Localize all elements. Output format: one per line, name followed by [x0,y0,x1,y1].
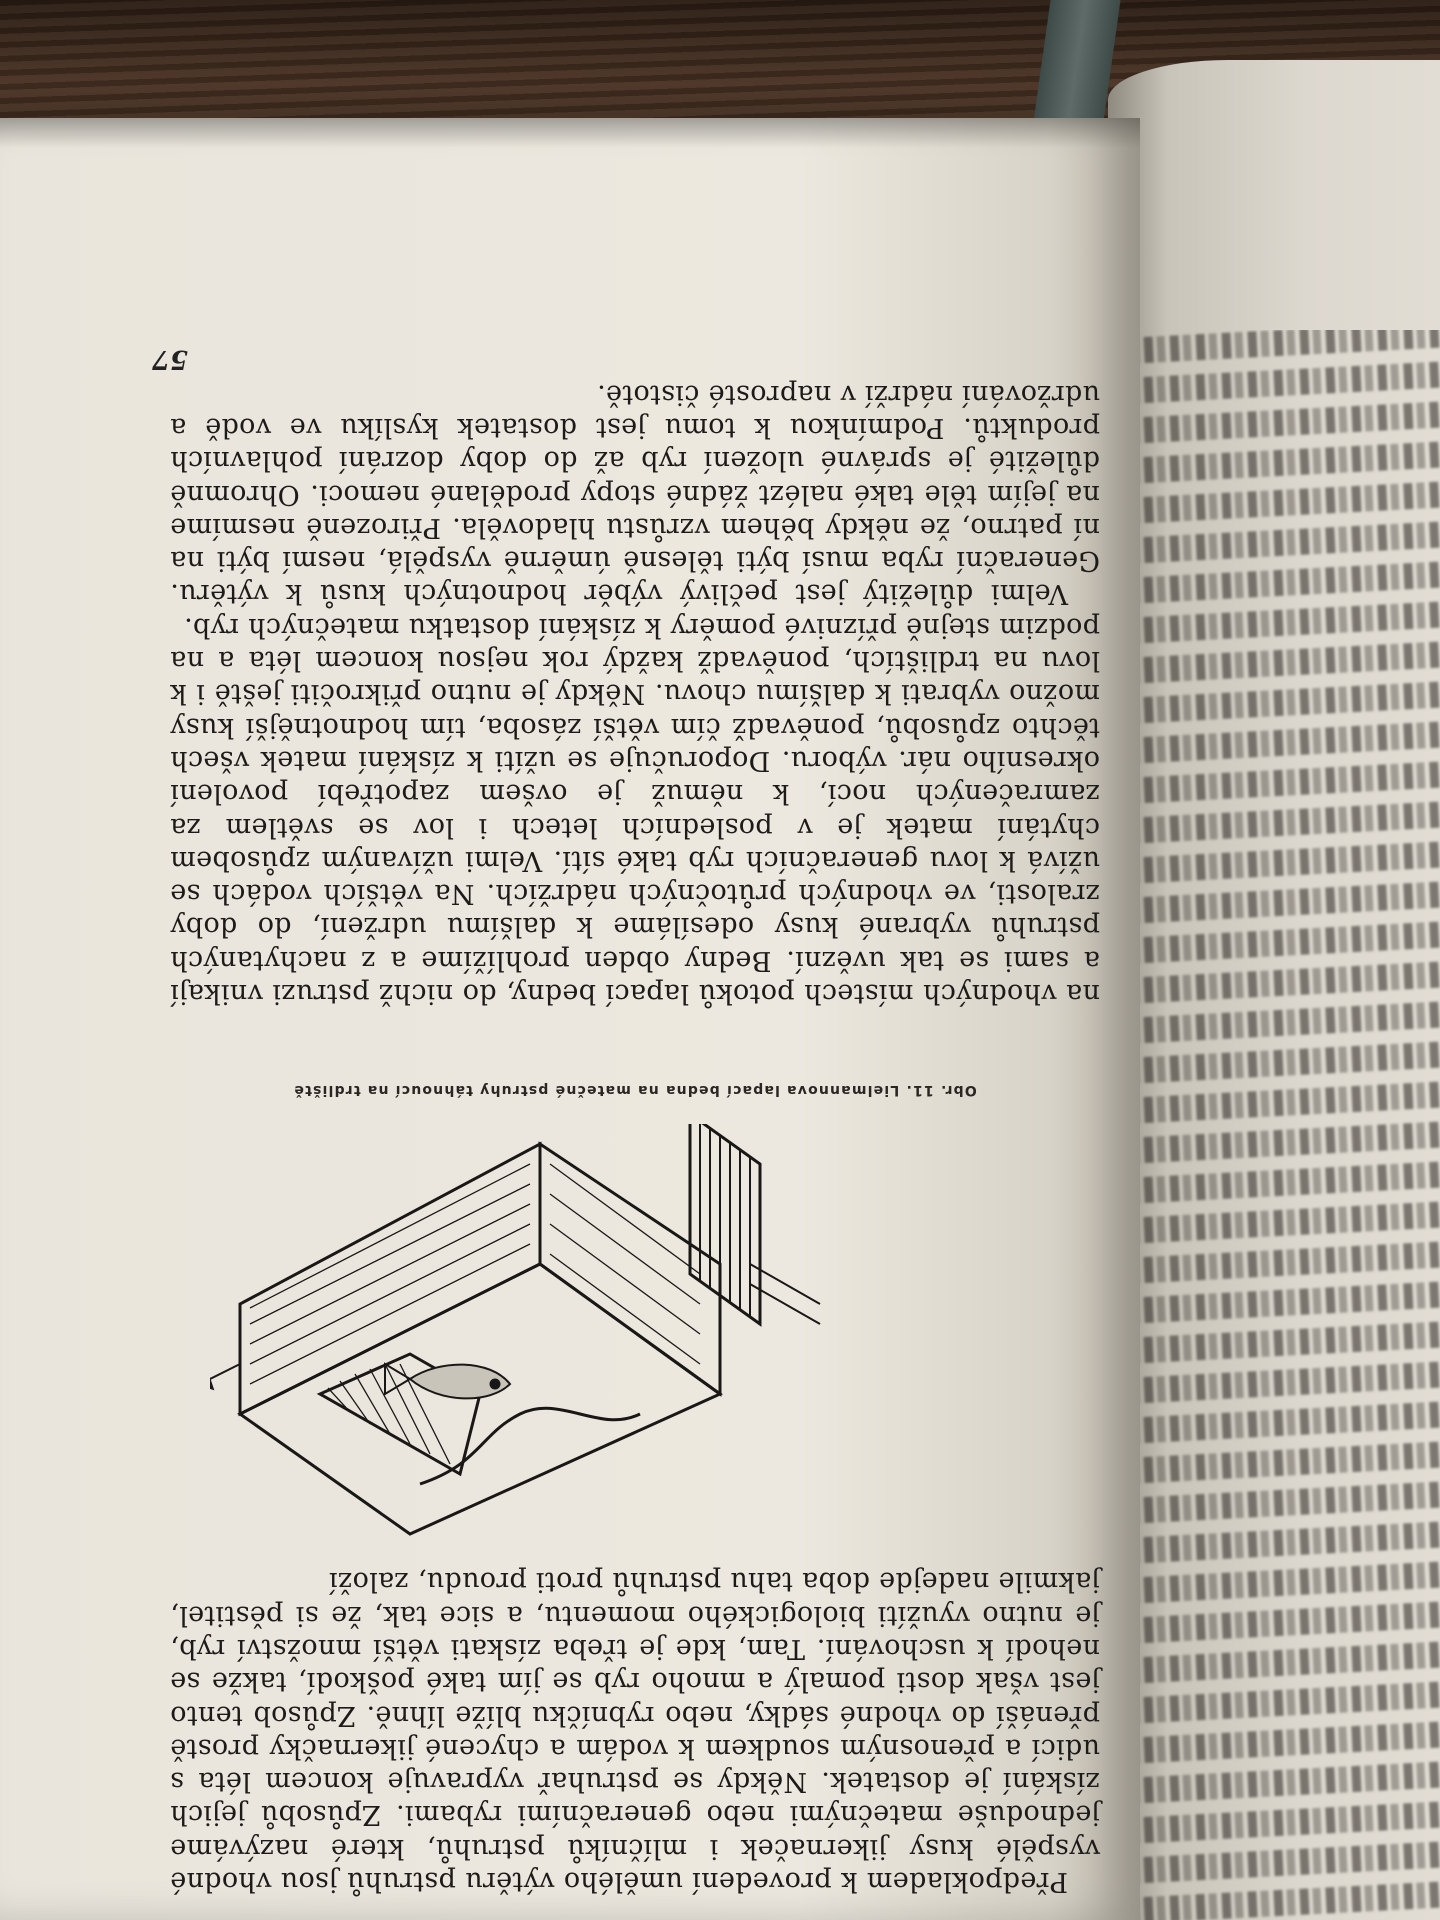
paragraph-block-top [170,1565,1100,1898]
trap-box-drawing [210,1124,840,1564]
paragraph: Velmi důležitý jest pečlivý výběr hodnotných kusů k výtěru. Generační ryba musí býti tělesně úměrně vyspělá, nesmí býti na ní patrno, že někdy během vzrůstu hladověla. Přirozeně nesmíme na jejím těle také nalézt žádné stopy prodělané nemoci. Ohromně důležité je správné uložení ryb až do doby dozrání pohlavních produktů. Podmínkou k tomu jest dostatek kyslíku ve vodě a udržování nádrží v naprosté čistotě. [170,378,1100,610]
page-number: 57 [151,344,188,374]
fish-trap-illustration [210,1124,840,1564]
paragraph: Předpokladem k provedení umělého výtěru pstruhů jsou vhodné vyspělé kusy jikernaček i mlíčníků pstruhů, které nazýváme jednoduše matečnými nebo generačními rybami. Způsobů jejich získání je dostatek. Někdy se pstruhař vypravuje koncem léta s udicí a přenosným soudkem k vodám a chycené jikernačky prostě přenáší do vhodné sádky, nebo rybníčku blíže líhně. Způsob tento jest však dosti pomalý a mnoho ryb se jím také poškodí, takže se nehodí k uschování. Tam, kde je třeba získati větší množství ryb, je nutno využíti biologického momentu, a sice tak, že si pěstitel, jakmile nadejde doba tahu pstruhů proti proudu, založí [170,1566,1100,1897]
paragraph-block-bottom [170,377,1100,1010]
figure-caption: Obr. 11. Lielmannova lapací bedna na matečné pstruhy táhnoucí na trdliště [293,1082,977,1098]
paragraph: na vhodných místech potoků lapací bedny, do nichž pstruzi vnikají a sami se tak uvězní. Bedny obden prohlížíme a z nachytaných pstruhů vybrané kusy odesíláme k dalšímu udržení, do doby zralosti, ve vhodných průtočných nádržích. Na větších vodách se užívá k lovu generačních ryb také sítí. Velmi užívaným způsobem chytání matek je v posledních letech i lov se světlem za zamračených nocí, k němuž je ovšem zapotřebí povolení okresního nár. výboru. Doporučuje se užíti k získání matek všech těchto způsobů, poněvadž čím větší zásoba, tím hodnotnější kusy možno vybrati k dalšímu chovu. Někdy je nutno přikročiti ještě i k lovu na trdlištích, poněvadž každý rok nejsou koncem léta a na podzim stejně příznivé poměry k získání dostatku matečných ryb. [170,611,1100,1009]
